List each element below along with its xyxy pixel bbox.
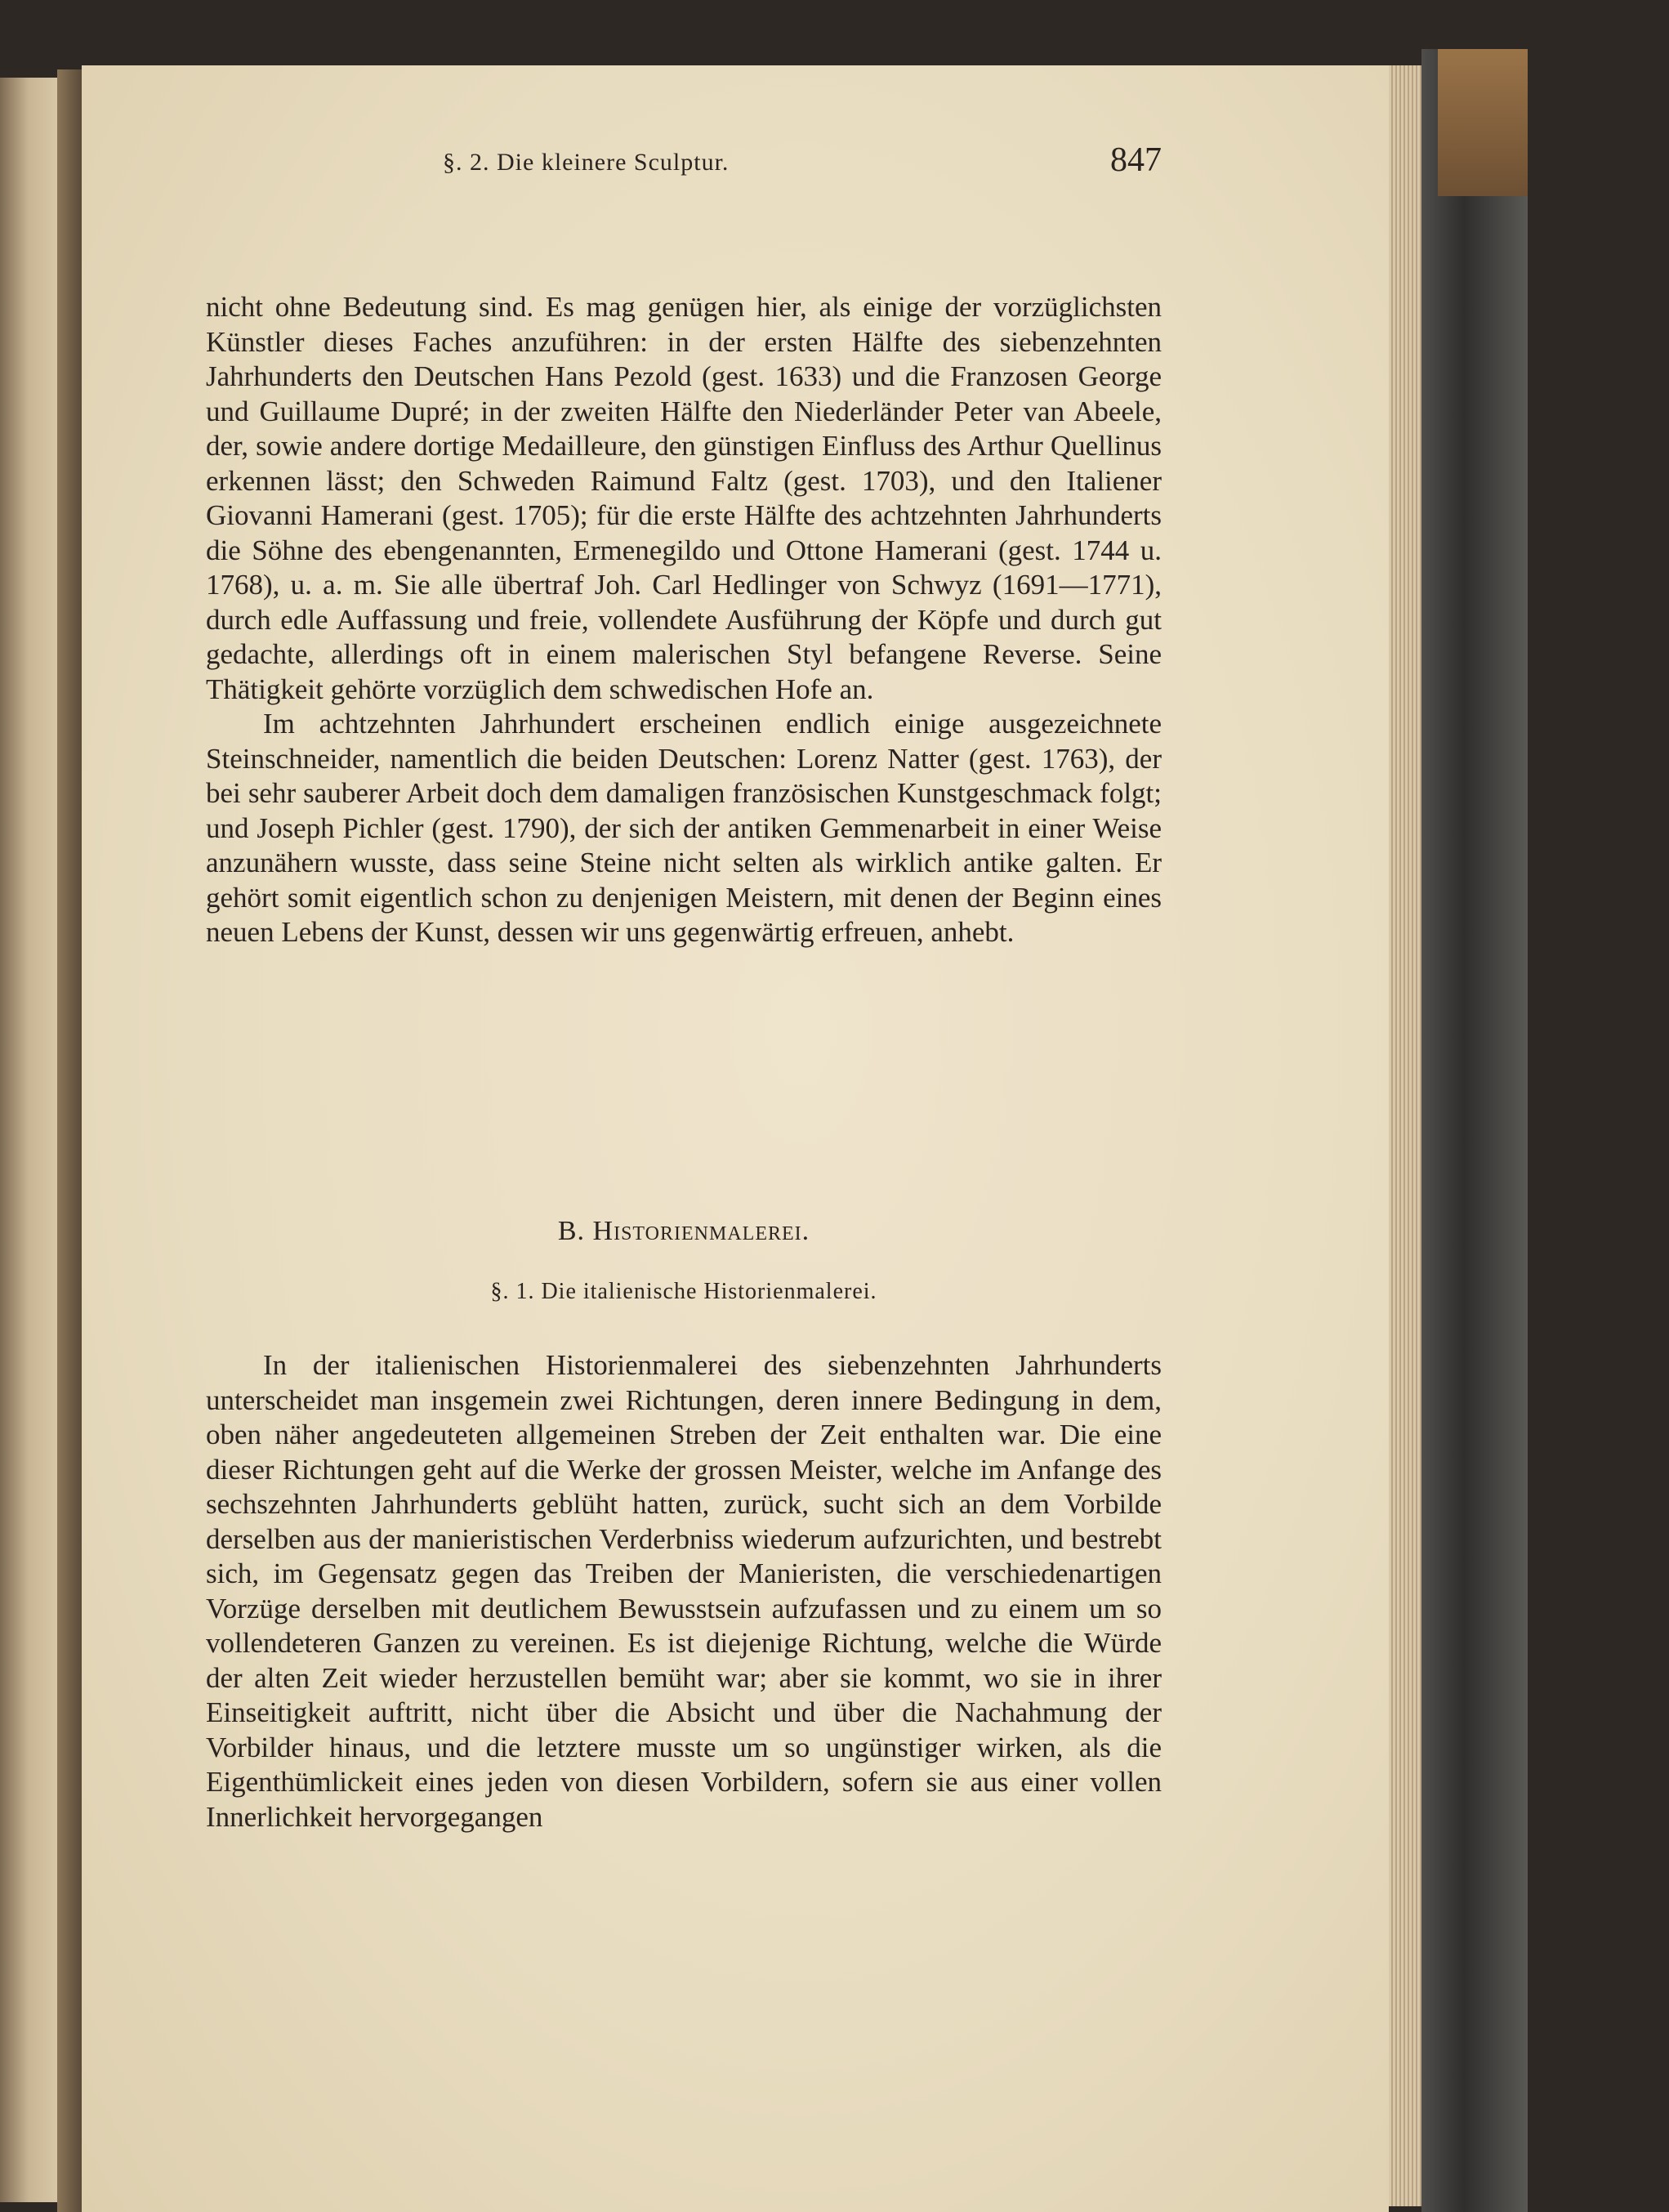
book-cover (1421, 49, 1528, 2212)
leather-corner (1438, 49, 1528, 196)
body-text-bottom (206, 1348, 1162, 1834)
section-heading: B. Historienmalerei. (557, 1216, 810, 1246)
book-gutter (57, 69, 82, 2212)
left-page-edge (0, 78, 57, 2202)
page-header (206, 141, 1162, 198)
subsection-heading: §. 1. Die italienische Historienmalerei. (490, 1279, 877, 1304)
running-title: §. 2. Die kleinere Sculptur. (443, 149, 730, 176)
paragraph: nicht ohne Bedeutung sind. Es mag genügen hier, als einige der vorzüglichsten Künstler dieses Faches anzuführen: in der ersten Hälfte des siebenzehnten Jahrhunderts den Deutschen Hans Pezold (gest. 1633) und die Franzosen George und Guillaume Dupré; in der zweiten Hälfte den Niederländer Peter van Abeele, der, sowie andere dortige Medailleure, den günstigen Einfluss des Arthur Quellinus erkennen lässt; den Schweden Raimund Faltz (gest. 1703), und den Italiener Giovanni Hamerani (gest. 1705); für die erste Hälfte des achtzehnten Jahrhunderts die Söhne des ebengenannten, Ermenegildo und Ottone Hamerani (gest. 1744 u. 1768), u. a. m. Sie alle übertraf Joh. Carl Hedlinger von Schwyz (1691—1771), durch edle Auffassung und freie, vollendete Ausführung der Köpfe und durch gut gedachte, allerdings oft in einem malerischen Styl befangene Reverse. Seine Thätigkeit gehörte vorzüglich dem schwedischen Hofe an. (206, 291, 1162, 705)
body-text-top (206, 290, 1162, 950)
paragraph: In der italienischen Historienmalerei des siebenzehnten Jahrhunderts unterscheidet man insgemein zwei Richtungen, deren innere Bedingung in dem, oben näher angedeuteten allgemeinen Streben der Zeit enthalten war. Die eine dieser Richtungen geht auf die Werke der grossen Meister, welche im Anfange des sechszehnten Jahrhunderts geblüht hatten, zurück, sucht sich an dem Vorbilde derselben aus der manieristischen Verderbniss wiederum aufzurichten, und bestrebt sich, im Gegensatz gegen das Treiben der Manieristen, die verschiedenartigen Vorzüge derselben mit deutlichem Bewusstsein aufzufassen und zu einem um so vollendeteren Ganzen zu vereinen. Es ist diejenige Richtung, welche die Würde der alten Zeit wieder herzustellen bemüht war; aber sie kommt, wo sie in ihrer Einseitigkeit auftritt, nicht über die Absicht und über die Nachahmung der Vorbilder hinaus, und die letztere musste um so ungünstiger wirken, als die Eigenthümlickeit eines jeden von diesen Vorbildern, sofern sie aus einer vollen Innerlichkeit hervorgegangen (206, 1349, 1162, 1833)
paragraph: Im achtzehnten Jahrhundert erscheinen endlich einige ausgezeichnete Steinschneider, namentlich die beiden Deutschen: Lorenz Natter (gest. 1763), der bei sehr sauberer Arbeit doch dem damaligen französischen Kunstgeschmack folgt; und Joseph Pichler (gest. 1790), der sich der antiken Gemmenarbeit in einer Weise anzunähern wusste, dass seine Steine nicht selten als wirklich antike galten. Er gehört somit eigentlich schon zu denjenigen Meistern, mit denen der Beginn eines neuen Lebens der Kunst, dessen wir uns gegenwärtig erfreuen, anhebt. (206, 708, 1162, 948)
page-number: 847 (1110, 141, 1162, 179)
